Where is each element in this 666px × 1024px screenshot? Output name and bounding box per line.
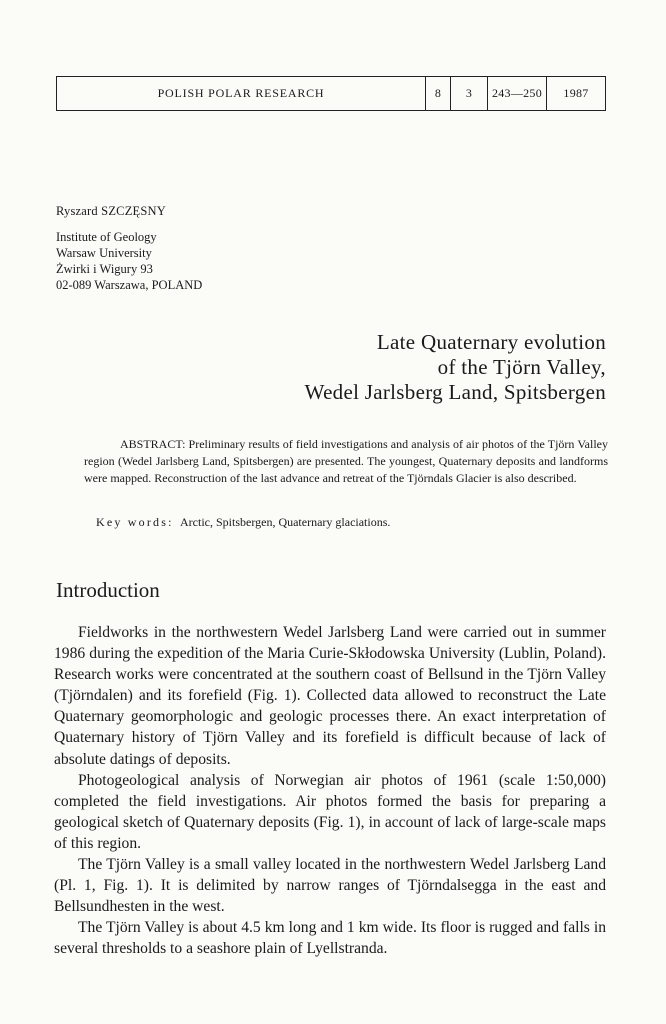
journal-name: POLISH POLAR RESEARCH [157, 86, 325, 100]
paragraph: Fieldworks in the northwestern Wedel Jarlsberg Land were carried out in summer 1986 during the expedition of the Maria Curie-Skłodowska University (Lublin, Poland). Research works were concentrated at the southern coast of Bellsund in the Tjörn Valley (Tjörndalen) and its forefield (Fig. 1). Collected data allowed to reconstruct the Late Quaternary geomorphologic and geologic processes there. An exact interpretation of Quaternary history of Tjörn Valley and its forefield is difficult because of lack of absolute datings of deposits. [54, 624, 606, 768]
affiliation-line: 02-089 Warszawa, POLAND [56, 278, 203, 292]
paragraph: Photogeological analysis of Norwegian air photos of 1961 (scale 1:50,000) completed the field investigations. Air photos formed the basis for preparing a geological sketch of Quaternary deposits (Fig. 1), in account of lack of large-scale maps of this region. [54, 771, 606, 852]
volume-number: 8 [425, 77, 450, 110]
paragraph: The Tjörn Valley is a small valley located in the northwestern Wedel Jarlsberg Land (Pl. 1, Fig. 1). It is delimited by narrow ranges of Tjörndalsegga in the east and Bellsundhesten in the west. [54, 856, 606, 916]
keywords-label: Key words: [96, 515, 174, 529]
publication-year: 1987 [546, 77, 605, 110]
author-name: Ryszard SZCZĘSNY [56, 204, 166, 218]
title-line: of the Tjörn Valley, [437, 355, 606, 379]
keywords-text: Arctic, Spitsbergen, Quaternary glaciations. [180, 515, 391, 529]
author-block [56, 203, 202, 293]
section-heading: Introduction [56, 578, 160, 602]
title-line: Late Quaternary evolution [376, 330, 606, 354]
affiliation-line: Żwirki i Wigury 93 [56, 262, 153, 276]
abstract-text: ABSTRACT: Preliminary results of field investigations and analysis of air photos of the Tjörn Valley region (Wedel Jarlsberg Land, Spitsbergen) are presented. The youngest, Quaternary deposits and landforms were mapped. Reconstruction of the last advance and retreat of the Tjörndals Glacier is also described. [84, 437, 608, 485]
paper-title [305, 330, 606, 405]
issue-number: 3 [450, 77, 487, 110]
title-line: Wedel Jarlsberg Land, Spitsbergen [304, 380, 606, 404]
section-body [54, 622, 606, 960]
keywords [96, 515, 390, 530]
affiliation-line: Warsaw University [56, 246, 152, 260]
journal-header-box [56, 76, 606, 111]
abstract [84, 436, 608, 487]
paragraph: The Tjörn Valley is about 4.5 km long and 1 km wide. Its floor is rugged and falls in several thresholds to a seashore plain of Lyellstranda. [54, 919, 606, 958]
page-range: 243—250 [487, 77, 546, 110]
affiliation-line: Institute of Geology [56, 230, 157, 244]
